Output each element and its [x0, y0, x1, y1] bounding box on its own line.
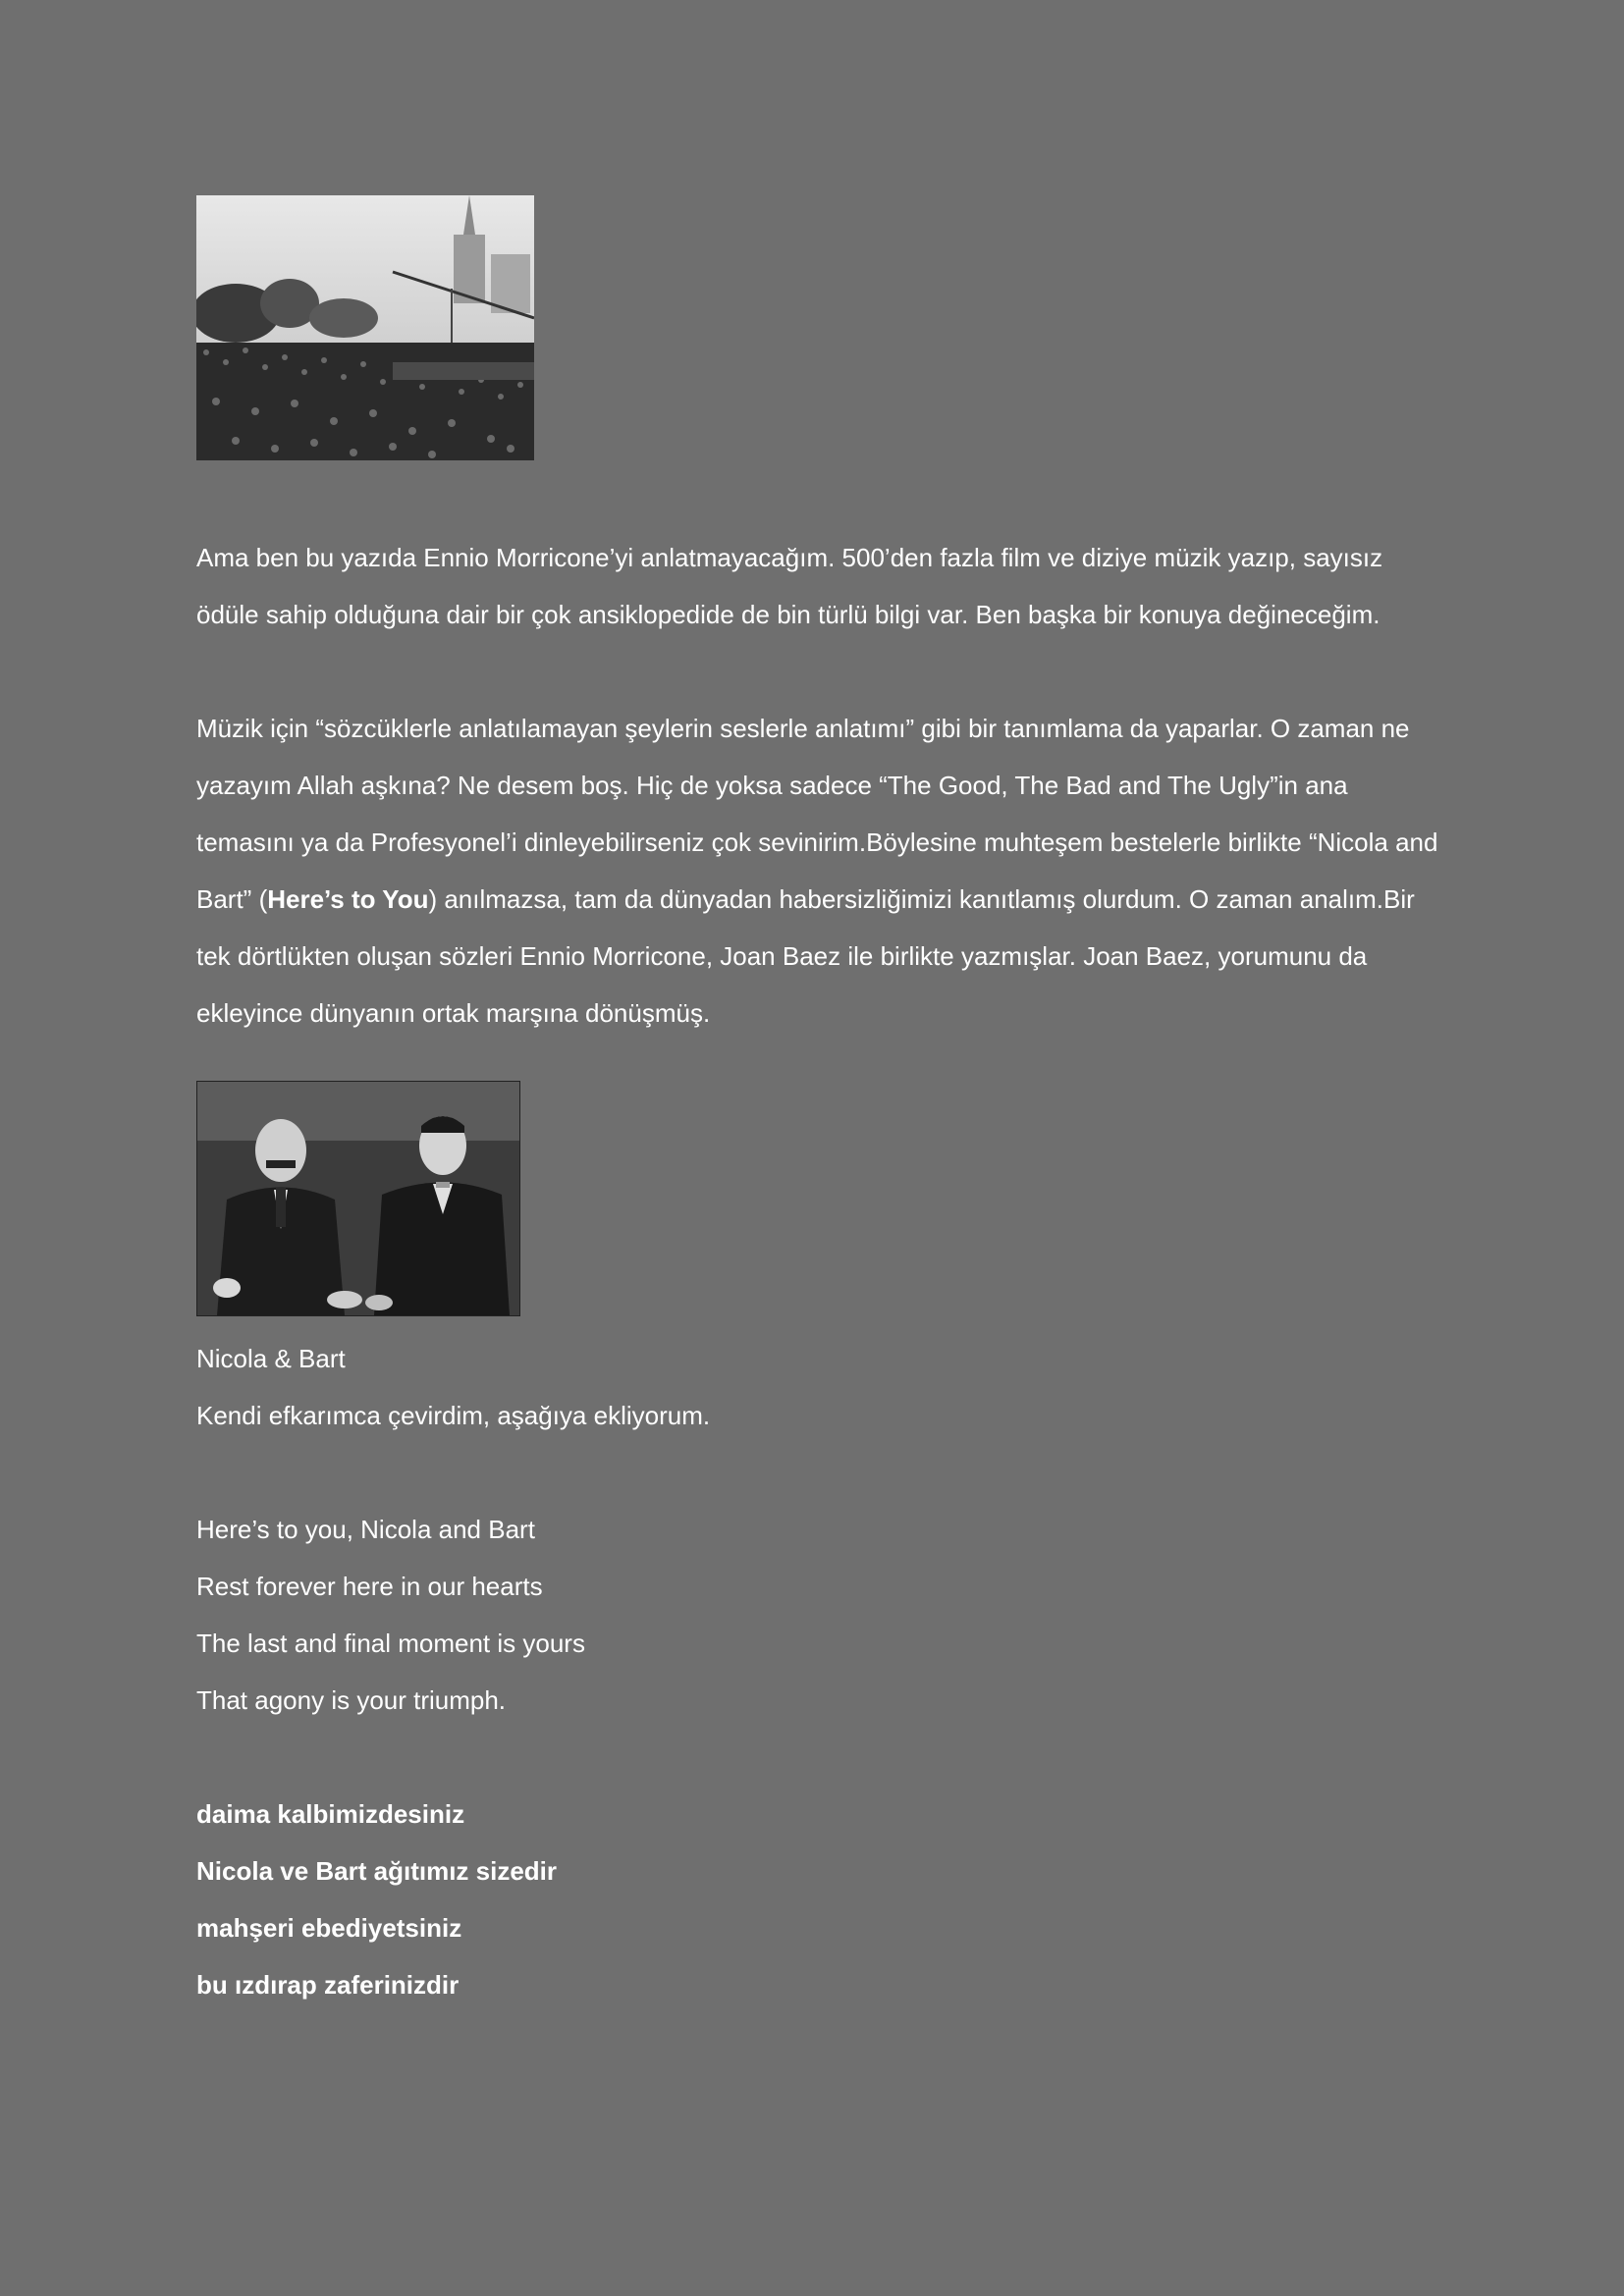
lyric-line: Here’s to you, Nicola and Bart [196, 1515, 535, 1544]
lyric-line-tr: Nicola ve Bart ağıtımız sizedir [196, 1856, 558, 1886]
song-title: Here’s to You [267, 884, 429, 914]
article [196, 195, 1443, 2013]
lyrics-english [196, 1501, 1443, 1729]
music-paragraph-part2: ) anılmazsa, tam da dünyadan habersizliğimizi kanıtlamış olurdum. O zaman analım.Bir tek dörtlükten oluşan sözleri Ennio Morricone, Joan Baez ile birlikte yazmışlar. Joan Baez, yorumunu da ekleyince dünyanın ortak marşına dönüşmüş. [196, 884, 1415, 1028]
lyric-line-tr: mahşeri ebediyetsiniz [196, 1913, 462, 1943]
lyric-line-tr: daima kalbimizdesiniz [196, 1799, 465, 1829]
lyrics-turkish [196, 1786, 1443, 2013]
music-paragraph-part1: Müzik için “sözcüklerle anlatılamayan şeylerin seslerle anlatımı” gibi bir tanımlama da yaparlar. O zaman ne yazayım Allah aşkına? Ne desem boş. Hiç de yoksa sadece “The Good, The Bad and The Ugly”in ana temasını ya da Profesyonel’i dinleyebilirseniz çok sevinirim.Böylesine muhteşem bestelerle birlikte “Nicola and Bart” ( [196, 714, 1438, 914]
crowd-photo-image [196, 195, 534, 460]
intro-paragraph: Ama ben bu yazıda Ennio Morricone’yi anlatmayacağım. 500’den fazla film ve diziye müzik yazıp, sayısız ödüle sahip olduğuna dair bir çok ansiklopedide de bin türlü bilgi var. Ben başka bir konuya değineceğim. [196, 543, 1383, 629]
lyric-line-tr: bu ızdırap zaferinizdir [196, 1970, 460, 2000]
lyric-line: Rest forever here in our hearts [196, 1572, 543, 1601]
translation-note: Kendi efkarımca çevirdim, aşağıya ekliyorum. [196, 1401, 711, 1430]
photo-caption: Nicola & Bart [196, 1344, 346, 1373]
music-paragraph [196, 700, 1443, 1041]
lyric-line: The last and final moment is yours [196, 1629, 585, 1658]
portrait-photo [196, 1081, 520, 1316]
portrait-photo-image [197, 1082, 519, 1315]
lyric-line: That agony is your triumph. [196, 1685, 507, 1715]
crowd-photo [196, 195, 534, 460]
